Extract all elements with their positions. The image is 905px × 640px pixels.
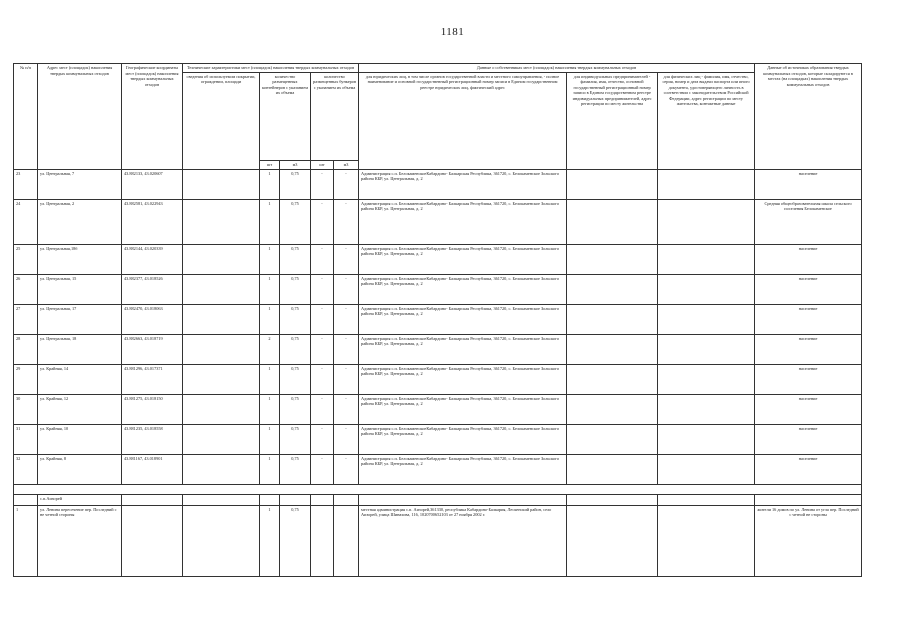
cell-bunk-count: - — [311, 364, 334, 394]
cell-cont-vol: 0,75 — [280, 274, 311, 304]
cell-person — [658, 364, 755, 394]
header-unit-m3: м3 — [334, 160, 359, 169]
cell-person — [658, 424, 755, 454]
cell-owner: Администрация с.п. БелокаменскоеКабардино- Балкарская Республика, 361720, с. Белокаменское Зольского района КБР, ул. Центральная, д. 2 — [359, 364, 567, 394]
cell-coords: 43.882470, 43.018063 — [122, 304, 183, 334]
cell-bunk-count: - — [311, 169, 334, 199]
cell-cover — [183, 334, 260, 364]
cell-cont-count: 1 — [260, 454, 280, 484]
cell-cont-count: 1 — [260, 199, 280, 244]
cell-cover — [183, 364, 260, 394]
cell-bunk-vol: - — [334, 199, 359, 244]
cell-person — [658, 244, 755, 274]
page-number: 1181 — [440, 26, 465, 38]
cell-coords: 43.882581, 43.022943 — [122, 199, 183, 244]
header-legal: для юридических лиц, в том числе органов государственной власти и местного самоуправления, - полное наименование и основной государственный регистрационный номер записи в Едином государственном реестре юридических лиц, фактический адрес — [359, 72, 567, 169]
cell-bunk-vol: - — [334, 304, 359, 334]
cell-address: ул. Центральная,18б — [38, 244, 122, 274]
cell-person — [658, 304, 755, 334]
cell-ie — [567, 364, 658, 394]
cell-address: ул. Центральная, 2 — [38, 199, 122, 244]
cell-source: население — [755, 274, 862, 304]
cell-source: население — [755, 244, 862, 274]
cell-bunk-vol: - — [334, 244, 359, 274]
cell-ie — [567, 274, 658, 304]
cell-address: ул. Крайняя, 8 — [38, 454, 122, 484]
cell-cont-count: 1 — [260, 244, 280, 274]
cell-cont-vol: 0,75 — [280, 364, 311, 394]
header-unit-m3: м3 — [280, 160, 311, 169]
cell-cont-count: 1 — [260, 394, 280, 424]
cell-cont-count: 1 — [260, 364, 280, 394]
cell-person — [658, 454, 755, 484]
header-unit-pcs: шт — [311, 160, 334, 169]
header-address: Адрес мест (площадок) накопления твердых коммунальных отходов — [38, 64, 122, 170]
cell-ie — [567, 244, 658, 274]
cell-num: 25 — [14, 244, 38, 274]
cell-bunk-count: - — [311, 304, 334, 334]
cell-address: ул. Крайняя, 10 — [38, 424, 122, 454]
cell-source: население — [755, 424, 862, 454]
cell-bunk-count: - — [311, 394, 334, 424]
cell-bunk-vol: - — [334, 394, 359, 424]
header-bunkers: количество размещенных бункеров с указанием их объема — [311, 72, 359, 160]
cell-person — [658, 334, 755, 364]
cell-source: население — [755, 394, 862, 424]
cell-coords: 43.881235, 43.018558 — [122, 424, 183, 454]
cell-coords: 43.881275, 43.018150 — [122, 394, 183, 424]
cell-source: население — [755, 169, 862, 199]
cell-ie — [567, 199, 658, 244]
cell-coords — [122, 505, 183, 576]
village-name: с.п.Аизорей — [38, 494, 122, 505]
header-containers: количество размещенных контейнеров с указанием их объема — [260, 72, 311, 160]
table-row — [14, 394, 862, 424]
cell-bunk-count — [311, 505, 334, 576]
cell-num: 30 — [14, 394, 38, 424]
cell-person — [658, 199, 755, 244]
cell-cover — [183, 505, 260, 576]
table-row — [14, 169, 862, 199]
cell-bunk-count: - — [311, 334, 334, 364]
cell-coords: 43.881296, 43.017371 — [122, 364, 183, 394]
header-coords: Географические координаты мест (площадок) накопления твердых коммунальных отходов — [122, 64, 183, 170]
table-row — [14, 199, 862, 244]
cell-cont-vol: 0,75 — [280, 304, 311, 334]
cell-address: ул. Крайняя, 12 — [38, 394, 122, 424]
cell-num — [14, 494, 38, 505]
cell-coords: 43.882144, 43.020339 — [122, 244, 183, 274]
cell-bunk-vol: - — [334, 364, 359, 394]
cell-bunk-vol: - — [334, 334, 359, 364]
cell-person — [658, 505, 755, 576]
cell-cover — [183, 304, 260, 334]
cell-address: ул. Крайняя, 14 — [38, 364, 122, 394]
cell-num: 26 — [14, 274, 38, 304]
table-row — [14, 364, 862, 394]
cell-bunk-count: - — [311, 274, 334, 304]
cell-bunk-count: - — [311, 454, 334, 484]
waste-sites-table — [13, 63, 862, 577]
cell-bunk-vol: - — [334, 454, 359, 484]
header-sources: Данные об источниках образования твердых коммунальных отходов, которые складируются в местах (на площадках) накопления твердых коммунальных отходов — [755, 64, 862, 170]
cell-owner: местная администрация с.п. Аизорей,361330, республика Кабардино-Балкария, Лескенский район, село Аизорей, улица Шинахова, 116, 1020700652103 от 27 ноября 2002 г. — [359, 505, 567, 576]
cell-coords: 43.881167, 43.018901 — [122, 454, 183, 484]
cell-num: 1 — [14, 505, 38, 576]
table-row — [14, 334, 862, 364]
cell-bunk-vol — [334, 505, 359, 576]
header-tech-group: Технические характеристики мест (площадок) накопления твердых коммунальных отходов — [183, 64, 359, 73]
cell-cont-vol: 0,75 — [280, 454, 311, 484]
cell-ie — [567, 424, 658, 454]
cell-bunk-count: - — [311, 244, 334, 274]
header-cover: сведения об используемом покрытии, ограждении, площади — [183, 72, 260, 169]
cell-cover — [183, 454, 260, 484]
cell-address: ул. Ленина пересечение пер. Последний с не четной стороны — [38, 505, 122, 576]
cell-cont-vol: 0,75 — [280, 244, 311, 274]
cell-cont-vol: 0,75 — [280, 394, 311, 424]
cell-person — [658, 394, 755, 424]
cell-cont-vol: 0,75 — [280, 424, 311, 454]
cell-cont-vol: 0,75 — [280, 505, 311, 576]
header-ie: для индивидуальных предпринимателей - фамилия, имя, отчество, основной государственный регистрационный номер записи в Едином государственном реестре индивидуальных предпринимателей, адрес регистрации по месту жительства — [567, 72, 658, 169]
cell-address: ул. Центральная, 18 — [38, 334, 122, 364]
cell-owner: Администрация с.п. БелокаменскоеКабардино- Балкарская Республика, 361720, с. Белокаменское Зольского района КБР, ул. Центральная, д. 2 — [359, 169, 567, 199]
cell-bunk-vol: - — [334, 424, 359, 454]
cell-ie — [567, 505, 658, 576]
cell-cover — [183, 199, 260, 244]
cell-num: 29 — [14, 364, 38, 394]
cell-address: ул. Центральная, 15 — [38, 274, 122, 304]
cell-ie — [567, 334, 658, 364]
header-person: для физических лиц - фамилия, имя, отчество, серия, номер и дата выдачи паспорта или иного документа, удостоверяющего личность в соответствии с законодательством Российской Федерации, адрес регистрации по месту жительства, контактные данные — [658, 72, 755, 169]
spacer-row — [14, 484, 862, 494]
cell-owner: Администрация с.п. БелокаменскоеКабардино- Балкарская Республика, 361720, с. Белокаменское Зольского района КБР, ул. Центральная, д. 2 — [359, 244, 567, 274]
cell-owner: Администрация с.п. БелокаменскоеКабардино- Балкарская Республика, 361720, с. Белокаменское Зольского района КБР, ул. Центральная, д. 2 — [359, 454, 567, 484]
cell-coords: 43.882663, 43.018719 — [122, 334, 183, 364]
cell-cont-count: 1 — [260, 424, 280, 454]
table-row — [14, 304, 862, 334]
cell-cover — [183, 169, 260, 199]
cell-cont-count: 2 — [260, 334, 280, 364]
cell-coords: 43.882133, 43.020607 — [122, 169, 183, 199]
cell-cont-count: 1 — [260, 505, 280, 576]
table-row — [14, 454, 862, 484]
cell-cover — [183, 424, 260, 454]
cell-address: ул. Центральная, 7 — [38, 169, 122, 199]
cell-cover — [183, 274, 260, 304]
cell-cont-vol: 0,75 — [280, 199, 311, 244]
spacer-cell — [14, 484, 862, 494]
cell-address: ул. Центральная, 17 — [38, 304, 122, 334]
cell-num: 27 — [14, 304, 38, 334]
cell-num: 31 — [14, 424, 38, 454]
cell-person — [658, 274, 755, 304]
table-row — [14, 505, 862, 576]
cell-owner: Администрация с.п. БелокаменскоеКабардино- Балкарская Республика, 361720, с. Белокаменское Зольского района КБР, ул. Центральная, д. 2 — [359, 274, 567, 304]
header-unit-pcs: шт — [260, 160, 280, 169]
cell-owner: Администрация с.п. БелокаменскоеКабардино- Балкарская Республика, 361720, с. Белокаменское Зольского района КБР, ул. Центральная, д. 2 — [359, 304, 567, 334]
cell-num: 23 — [14, 169, 38, 199]
cell-source: Средняя общеобразовательная школа сельского поселения Белокаменское — [755, 199, 862, 244]
cell-source: жители 16 домов по ул. Ленина от угла пер. Последний с четной не стороны — [755, 505, 862, 576]
cell-person — [658, 169, 755, 199]
cell-source: население — [755, 454, 862, 484]
cell-num: 28 — [14, 334, 38, 364]
cell-coords: 43.882377, 43.018526 — [122, 274, 183, 304]
cell-ie — [567, 169, 658, 199]
table-row — [14, 244, 862, 274]
cell-source: население — [755, 304, 862, 334]
cell-cont-count: 1 — [260, 274, 280, 304]
cell-cont-count: 1 — [260, 169, 280, 199]
cell-cont-vol: 0,75 — [280, 334, 311, 364]
cell-ie — [567, 454, 658, 484]
header-owner-group: Данные о собственниках мест (площадок) накопления твердых коммунальных отходов — [359, 64, 755, 73]
cell-cover — [183, 394, 260, 424]
header-num: № п/п — [14, 64, 38, 170]
cell-owner: Администрация с.п. БелокаменскоеКабардино- Балкарская Республика, 361720, с. Белокаменское Зольского района КБР, ул. Центральная, д. 2 — [359, 334, 567, 364]
cell-ie — [567, 304, 658, 334]
village-row — [14, 494, 862, 505]
table-row — [14, 424, 862, 454]
table-row — [14, 274, 862, 304]
cell-num: 32 — [14, 454, 38, 484]
cell-source: население — [755, 334, 862, 364]
cell-owner: Администрация с.п. БелокаменскоеКабардино- Балкарская Республика, 361720, с. Белокаменское Зольского района КБР, ул. Центральная, д. 2 — [359, 199, 567, 244]
cell-cont-vol: 0,75 — [280, 169, 311, 199]
cell-source: население — [755, 364, 862, 394]
cell-bunk-count: - — [311, 199, 334, 244]
cell-bunk-vol: - — [334, 274, 359, 304]
cell-num: 24 — [14, 199, 38, 244]
cell-owner: Администрация с.п. БелокаменскоеКабардино- Балкарская Республика, 361720, с. Белокаменское Зольского района КБР, ул. Центральная, д. 2 — [359, 424, 567, 454]
cell-ie — [567, 394, 658, 424]
cell-bunk-vol: - — [334, 169, 359, 199]
cell-owner: Администрация с.п. БелокаменскоеКабардино- Балкарская Республика, 361720, с. Белокаменское Зольского района КБР, ул. Центральная, д. 2 — [359, 394, 567, 424]
cell-cont-count: 1 — [260, 304, 280, 334]
cell-bunk-count: - — [311, 424, 334, 454]
cell-cover — [183, 244, 260, 274]
